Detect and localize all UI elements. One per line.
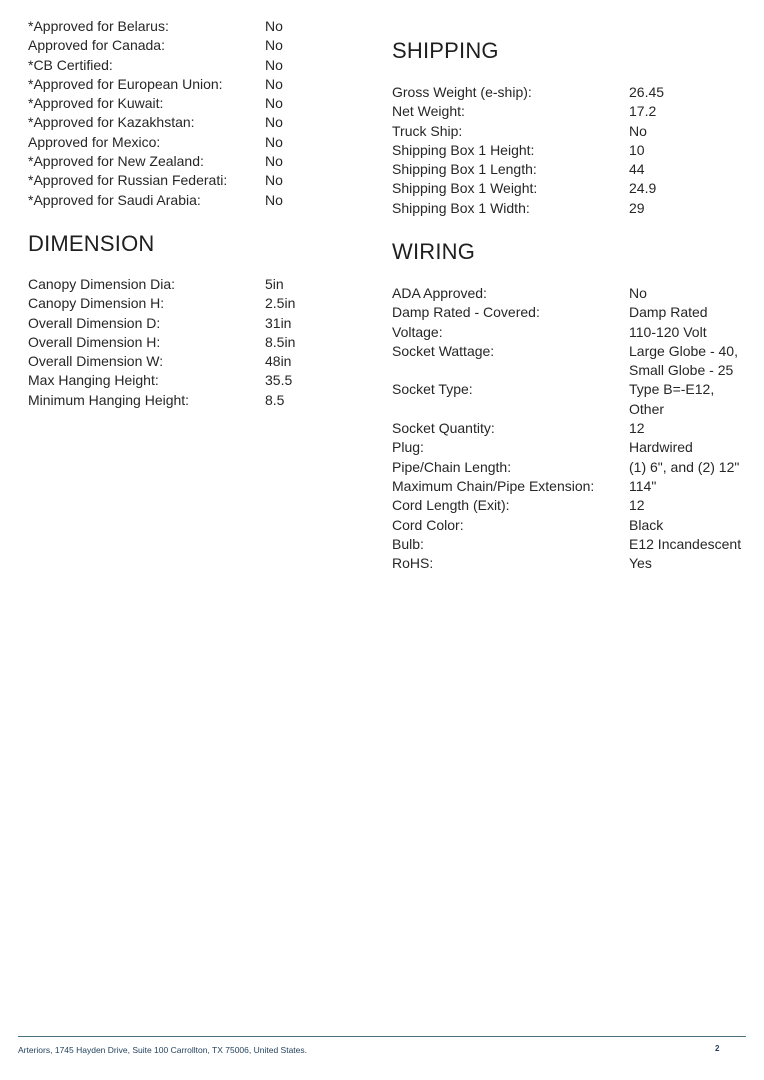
spec-value: 10 bbox=[629, 141, 645, 158]
shipping-heading: SHIPPING bbox=[392, 38, 499, 63]
spec-label: Gross Weight (e-ship): bbox=[392, 84, 532, 100]
spec-row bbox=[392, 122, 752, 141]
spec-label: Max Hanging Height: bbox=[28, 372, 159, 389]
spec-label: Overall Dimension W: bbox=[28, 353, 164, 370]
spec-label: Canopy Dimension H: bbox=[28, 295, 165, 312]
dimension-heading: DIMENSION bbox=[28, 231, 155, 256]
spec-label: Canopy Dimension Dia: bbox=[28, 276, 176, 292]
spec-row bbox=[28, 36, 358, 55]
spec-value: No bbox=[265, 191, 283, 208]
spec-row bbox=[392, 160, 752, 179]
spec-row bbox=[392, 535, 752, 554]
spec-row bbox=[28, 191, 358, 210]
spec-value: 31in bbox=[265, 314, 292, 331]
spec-value: Yes bbox=[629, 555, 652, 572]
spec-row bbox=[392, 303, 752, 322]
spec-row bbox=[28, 314, 358, 333]
spec-label: Socket Type: bbox=[392, 381, 473, 398]
spec-label: *Approved for New Zealand: bbox=[28, 153, 204, 170]
approvals-list bbox=[28, 17, 358, 210]
spec-value: 12 bbox=[629, 497, 645, 514]
spec-row bbox=[28, 56, 358, 75]
spec-label: Plug: bbox=[392, 439, 424, 456]
spec-row bbox=[392, 554, 752, 573]
spec-label: *CB Certified: bbox=[28, 56, 113, 73]
spec-value: 48in bbox=[265, 353, 292, 370]
spec-value: 8.5in bbox=[265, 333, 296, 350]
spec-value: 110-120 Volt bbox=[629, 323, 707, 340]
spec-value: Hardwired bbox=[629, 439, 693, 456]
spec-label: *Approved for European Union: bbox=[28, 75, 223, 92]
spec-row bbox=[28, 113, 358, 132]
spec-label: Bulb: bbox=[392, 535, 424, 552]
page-number: 2 bbox=[715, 1044, 720, 1053]
spec-label: Voltage: bbox=[392, 323, 443, 340]
spec-row bbox=[28, 371, 358, 390]
spec-label: ADA Approved: bbox=[392, 285, 487, 301]
spec-label: RoHS: bbox=[392, 555, 434, 572]
spec-label: Cord Length (Exit): bbox=[392, 497, 510, 514]
dimension-list bbox=[28, 275, 358, 410]
spec-label: Overall Dimension D: bbox=[28, 314, 161, 331]
spec-row bbox=[28, 152, 358, 171]
spec-label: Approved for Canada: bbox=[28, 37, 165, 54]
spec-value: 8.5 bbox=[265, 391, 285, 408]
spec-label: *Approved for Kazakhstan: bbox=[28, 114, 195, 131]
spec-row bbox=[28, 333, 358, 352]
spec-value: 29 bbox=[629, 199, 645, 216]
spec-label: Cord Color: bbox=[392, 516, 464, 533]
spec-row bbox=[28, 75, 358, 94]
spec-row bbox=[392, 284, 752, 303]
spec-value: 2.5in bbox=[265, 295, 296, 312]
spec-row bbox=[392, 458, 752, 477]
spec-label: Shipping Box 1 Length: bbox=[392, 161, 537, 178]
spec-row bbox=[392, 102, 752, 121]
spec-label: Pipe/Chain Length: bbox=[392, 458, 512, 475]
spec-value: 35.5 bbox=[265, 372, 293, 389]
spec-value: No bbox=[265, 114, 283, 131]
spec-label: Shipping Box 1 Weight: bbox=[392, 180, 538, 197]
spec-label: *Approved for Russian Federati: bbox=[28, 172, 228, 189]
spec-row bbox=[392, 516, 752, 535]
spec-row bbox=[28, 171, 358, 190]
spec-label: Socket Wattage: bbox=[392, 342, 495, 359]
spec-label: Approved for Mexico: bbox=[28, 133, 161, 150]
spec-value: Damp Rated bbox=[629, 304, 708, 321]
wiring-heading: WIRING bbox=[392, 239, 476, 264]
spec-row bbox=[28, 94, 358, 113]
spec-row bbox=[392, 477, 752, 496]
spec-row bbox=[28, 294, 358, 313]
spec-row bbox=[28, 17, 358, 36]
spec-value: No bbox=[265, 95, 283, 112]
spec-row bbox=[28, 352, 358, 371]
spec-value: No bbox=[265, 75, 283, 92]
footer-address: Arteriors, 1745 Hayden Drive, Suite 100 Carrollton, TX 75006, United States. bbox=[18, 1045, 307, 1055]
spec-label: *Approved for Saudi Arabia: bbox=[28, 191, 201, 208]
spec-value: No bbox=[265, 172, 283, 189]
spec-label: Truck Ship: bbox=[392, 122, 463, 139]
spec-value: No bbox=[265, 56, 283, 73]
spec-value: Type B=-E12, Other bbox=[629, 381, 715, 417]
wiring-list bbox=[392, 284, 752, 573]
spec-row bbox=[392, 199, 752, 218]
spec-row bbox=[28, 133, 358, 152]
shipping-list bbox=[392, 83, 752, 218]
spec-label: *Approved for Belarus: bbox=[28, 18, 169, 34]
spec-value: 44 bbox=[629, 161, 645, 178]
spec-label: Maximum Chain/Pipe Extension: bbox=[392, 477, 595, 494]
spec-label: *Approved for Kuwait: bbox=[28, 95, 164, 112]
spec-value: No bbox=[265, 37, 283, 54]
spec-label: Shipping Box 1 Width: bbox=[392, 199, 530, 216]
spec-label: Overall Dimension H: bbox=[28, 333, 161, 350]
spec-row bbox=[392, 419, 752, 438]
spec-label: Shipping Box 1 Height: bbox=[392, 141, 535, 158]
spec-label: Damp Rated - Covered: bbox=[392, 304, 540, 321]
spec-row bbox=[28, 275, 358, 294]
spec-label: Socket Quantity: bbox=[392, 420, 495, 437]
spec-value: 24.9 bbox=[629, 180, 657, 197]
spec-value: 17.2 bbox=[629, 103, 657, 120]
spec-row bbox=[392, 323, 752, 342]
spec-value: Black bbox=[629, 516, 664, 533]
spec-value: No bbox=[629, 285, 647, 301]
spec-value: E12 Incandescent bbox=[629, 535, 742, 552]
spec-value: No bbox=[265, 18, 283, 34]
spec-value: No bbox=[265, 133, 283, 150]
spec-row bbox=[392, 179, 752, 198]
spec-row bbox=[392, 438, 752, 457]
spec-label: Net Weight: bbox=[392, 103, 465, 120]
spec-value: No bbox=[629, 122, 647, 139]
spec-value: 26.45 bbox=[629, 84, 665, 100]
spec-row bbox=[392, 141, 752, 160]
footer-divider bbox=[18, 1036, 746, 1037]
spec-row bbox=[28, 391, 358, 410]
spec-row bbox=[392, 83, 752, 102]
spec-value: No bbox=[265, 153, 283, 170]
spec-value: (1) 6", and (2) 12" bbox=[629, 458, 740, 475]
spec-label: Minimum Hanging Height: bbox=[28, 391, 190, 408]
spec-row bbox=[392, 380, 752, 419]
spec-row bbox=[392, 342, 752, 381]
spec-value: 12 bbox=[629, 420, 645, 437]
spec-row bbox=[392, 496, 752, 515]
spec-value: Large Globe - 40, Small Globe - 25 bbox=[629, 342, 738, 379]
spec-value: 5in bbox=[265, 276, 284, 292]
spec-value: 114" bbox=[629, 477, 657, 494]
